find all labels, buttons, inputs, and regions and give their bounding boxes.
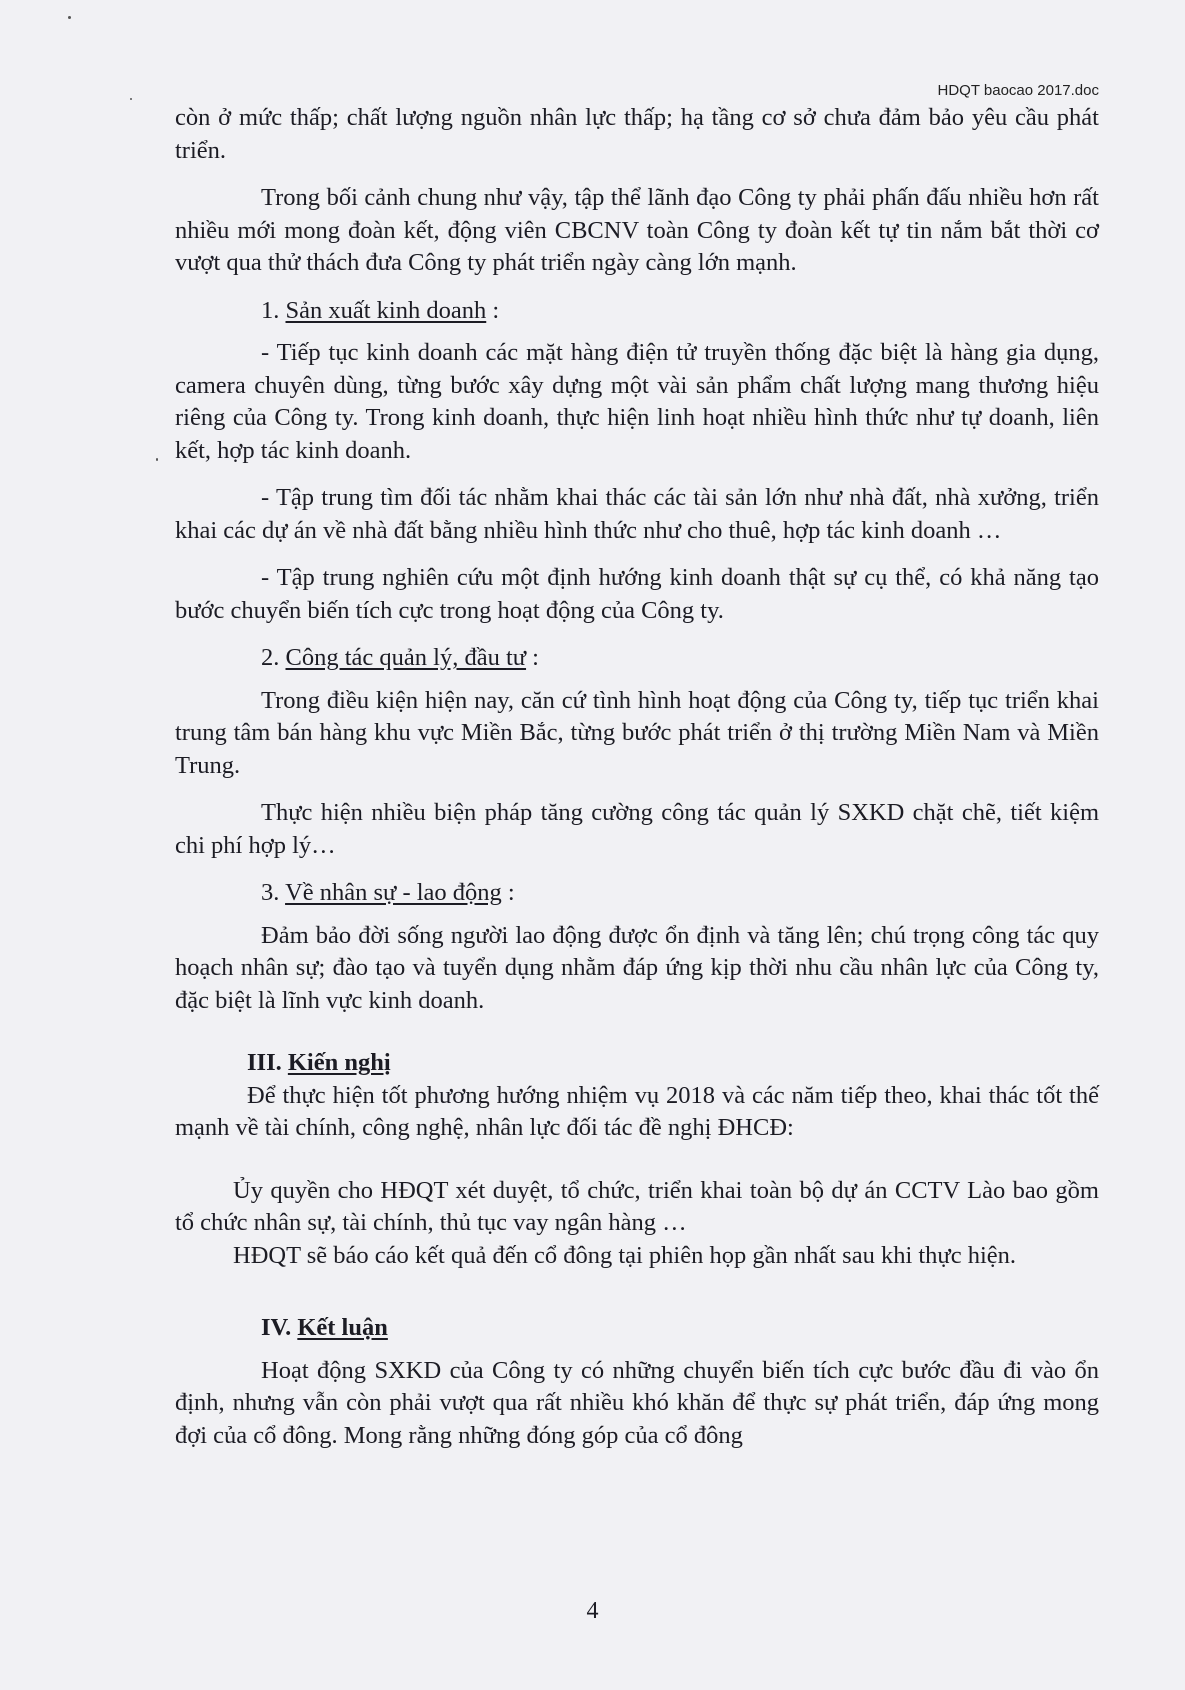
section-heading-2 (175, 642, 1099, 675)
section-heading-iv (175, 1312, 1099, 1345)
section-title: Kiến nghị (287, 1049, 391, 1076)
scan-speck (68, 16, 71, 19)
bullet-paragraph: - Tập trung nghiên cứu một định hướng kinh doanh thật sự cụ thể, có khả năng tạo bước chuyển biến tích cực trong hoạt động của Công ty. (175, 564, 1099, 624)
section-heading-iii (175, 1047, 1099, 1080)
paragraph: Trong điều kiện hiện nay, căn cứ tình hình hoạt động của Công ty, tiếp tục triển khai trung tâm bán hàng khu vực Miền Bắc, từng bước phát triển ở thị trường Miền Nam và Miền Trung. (175, 686, 1099, 779)
paragraph: Ủy quyền cho HĐQT xét duyệt, tổ chức, triển khai toàn bộ dự án CCTV Lào bao gồm tổ chức nhân sự, tài chính, thủ tục vay ngân hàng … (175, 1176, 1099, 1236)
section-title: Về nhân sự - lao động (285, 879, 502, 906)
page-number: 4 (586, 1598, 599, 1624)
section-number: 1. (261, 296, 280, 324)
section-suffix: : (526, 644, 539, 671)
bullet-paragraph: - Tiếp tục kinh doanh các mặt hàng điện tử truyền thống đặc biệt là hàng gia dụng, camera chuyên dùng, từng bước xây dựng một vài sản phẩm chất lượng mang thương hiệu riêng của Công ty. Trong kinh doanh, thực hiện linh hoạt nhiều hình thức như tự doanh, liên kết, hợp tác kinh doanh. (175, 339, 1099, 464)
section-number: III. (247, 1049, 282, 1076)
section-heading-3 (175, 877, 1099, 910)
section-title: Kết luận (297, 1314, 388, 1341)
section-heading-1 (175, 295, 1099, 328)
document-body (175, 102, 1099, 1452)
section-number: IV. (261, 1314, 292, 1341)
section-number: 2. (261, 644, 280, 671)
paragraph: Thực hiện nhiều biện pháp tăng cường công tác quản lý SXKD chặt chẽ, tiết kiệm chi phí hợp lý… (175, 799, 1099, 859)
section-number: 3. (261, 879, 280, 906)
paragraph: còn ở mức thấp; chất lượng nguồn nhân lực thấp; hạ tầng cơ sở chưa đảm bảo yêu cầu phát triển. (175, 104, 1099, 164)
paragraph: Đảm bảo đời sống người lao động được ổn định và tăng lên; chú trọng công tác quy hoạch nhân sự; đào tạo và tuyển dụng nhằm đáp ứng kịp thời nhu cầu nhân lực của Công ty, đặc biệt là lĩnh vực kinh doanh. (175, 921, 1099, 1014)
paragraph: Để thực hiện tốt phương hướng nhiệm vụ 2018 và các năm tiếp theo, khai thác tốt thế mạnh về tài chính, công nghệ, nhân lực đối tác đề nghị ĐHCĐ: (175, 1081, 1099, 1141)
paragraph: HĐQT sẽ báo cáo kết quả đến cổ đông tại phiên họp gần nhất sau khi thực hiện. (233, 1241, 1017, 1269)
section-suffix: : (486, 296, 500, 324)
section-title: Công tác quản lý, đầu tư (285, 644, 527, 671)
scan-speck (156, 458, 158, 461)
section-title: Sản xuất kinh doanh (285, 296, 487, 324)
paragraph: Trong bối cảnh chung như vậy, tập thể lãnh đạo Công ty phải phấn đấu nhiều hơn rất nhiều mới mong đoàn kết, động viên CBCNV toàn Công ty đoàn kết tự tin nắm bắt thời cơ vượt qua thử thách đưa Công ty phát triển ngày càng lớn mạnh. (175, 184, 1099, 276)
bullet-paragraph: - Tập trung tìm đối tác nhằm khai thác các tài sản lớn như nhà đất, nhà xưởng, triển khai các dự án về nhà đất bằng nhiều hình thức như cho thuê, hợp tác kinh doanh … (175, 484, 1099, 544)
scan-speck (130, 98, 132, 100)
section-suffix: : (501, 879, 515, 906)
document-filename: HDQT baocao 2017.doc (937, 82, 1099, 99)
paragraph: Hoạt động SXKD của Công ty có những chuyển biến tích cực bước đầu đi vào ổn định, nhưng vẫn còn phải vượt qua rất nhiều khó khăn để thực sự phát triển, đáp ứng mong đợi của cổ đông. Mong rằng những đóng góp của cổ đông (175, 1356, 1099, 1449)
